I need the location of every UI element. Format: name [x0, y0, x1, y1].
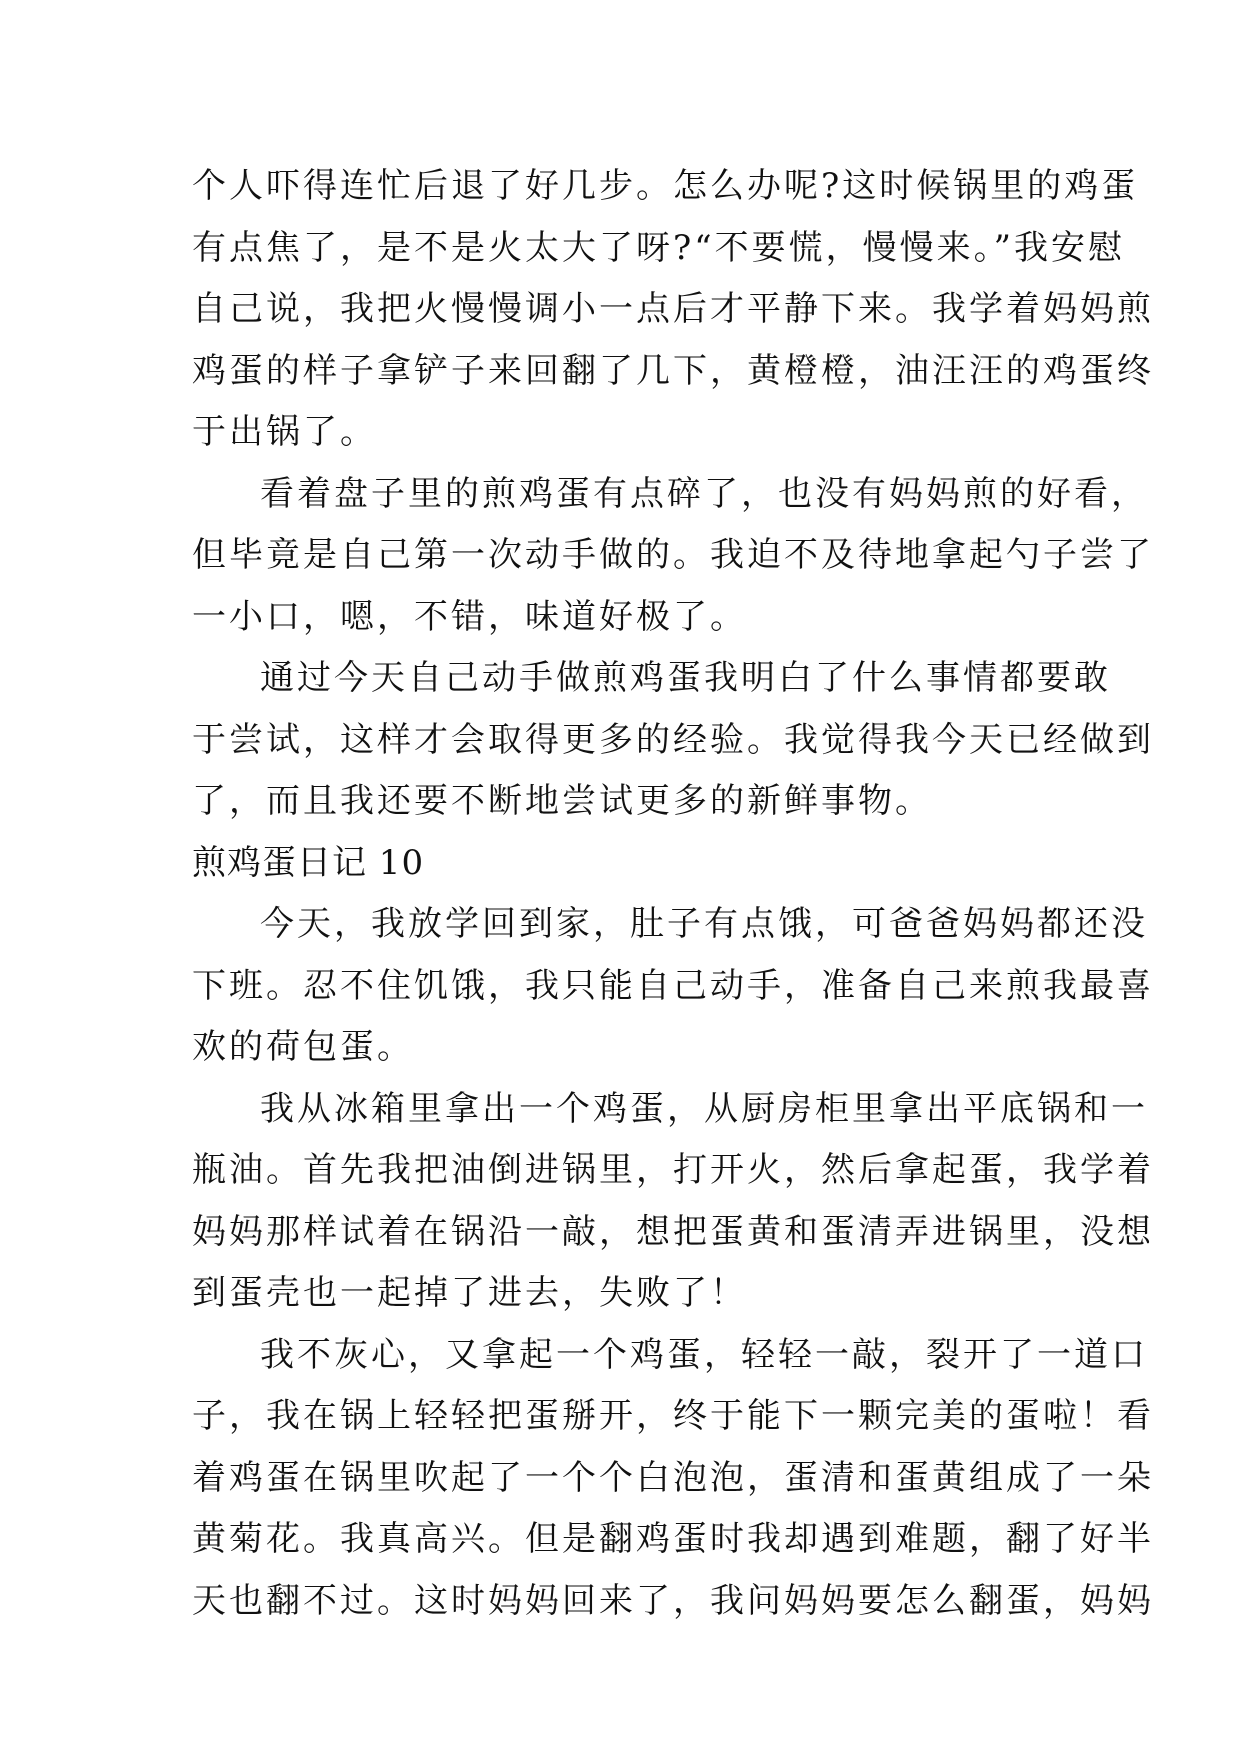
- section-heading: 煎鸡蛋日记 10: [192, 842, 425, 883]
- text-line: 个人吓得连忙后退了好几步。怎么办呢?这时候锅里的鸡蛋: [192, 166, 1139, 206]
- text-line: 瓶油。首先我把油倒进锅里，打开火，然后拿起蛋，我学着: [192, 1150, 1154, 1190]
- text-line: 子，我在锅上轻轻把蛋掰开，终于能下一颗完美的蛋啦！看: [192, 1396, 1154, 1436]
- document-body: [192, 156, 1154, 1632]
- text-line: 有点焦了，是不是火太大了呀?“不要慌，慢慢来。”我安慰: [192, 227, 1125, 268]
- paragraph-start-line: 我从冰箱里拿出一个鸡蛋，从厨房柜里拿出平底锅和一: [260, 1088, 1148, 1129]
- text-line: 了，而且我还要不断地尝试更多的新鲜事物。: [192, 781, 932, 821]
- text-line: 到蛋壳也一起掉了进去，失败了！: [192, 1273, 747, 1313]
- text-line: 欢的荷包蛋。: [192, 1027, 414, 1067]
- paragraph-start-line: 我不灰心，又拿起一个鸡蛋，轻轻一敲，裂开了一道口: [260, 1334, 1148, 1375]
- text-line: 着鸡蛋在锅里吹起了一个个白泡泡，蛋清和蛋黄组成了一朵: [192, 1457, 1154, 1498]
- text-line: 天也翻不过。这时妈妈回来了，我问妈妈要怎么翻蛋，妈妈: [192, 1580, 1154, 1621]
- text-line: 妈妈那样试着在锅沿一敲，想把蛋黄和蛋清弄进锅里，没想: [192, 1211, 1154, 1252]
- text-line: 但毕竟是自己第一次动手做的。我迫不及待地拿起勺子尝了: [192, 535, 1154, 575]
- text-line: 一小口，嗯，不错，味道好极了。: [192, 596, 747, 637]
- paragraph-start-line: 看着盘子里的煎鸡蛋有点碎了，也没有妈妈煎的好看，: [260, 473, 1148, 514]
- text-line: 黄菊花。我真高兴。但是翻鸡蛋时我却遇到难题，翻了好半: [192, 1519, 1154, 1559]
- text-line: 于尝试，这样才会取得更多的经验。我觉得我今天已经做到: [192, 719, 1154, 760]
- text-line: 于出锅了。: [192, 412, 377, 452]
- text-line: 鸡蛋的样子拿铲子来回翻了几下，黄橙橙，油汪汪的鸡蛋终: [192, 350, 1154, 391]
- text-line: 自己说，我把火慢慢调小一点后才平静下来。我学着妈妈煎: [192, 289, 1154, 329]
- paragraph-start-line: 通过今天自己动手做煎鸡蛋我明白了什么事情都要敢: [260, 658, 1111, 698]
- text-line: 下班。忍不住饥饿，我只能自己动手，准备自己来煎我最喜: [192, 965, 1154, 1006]
- paragraph-start-line: 今天，我放学回到家，肚子有点饿，可爸爸妈妈都还没: [260, 904, 1148, 944]
